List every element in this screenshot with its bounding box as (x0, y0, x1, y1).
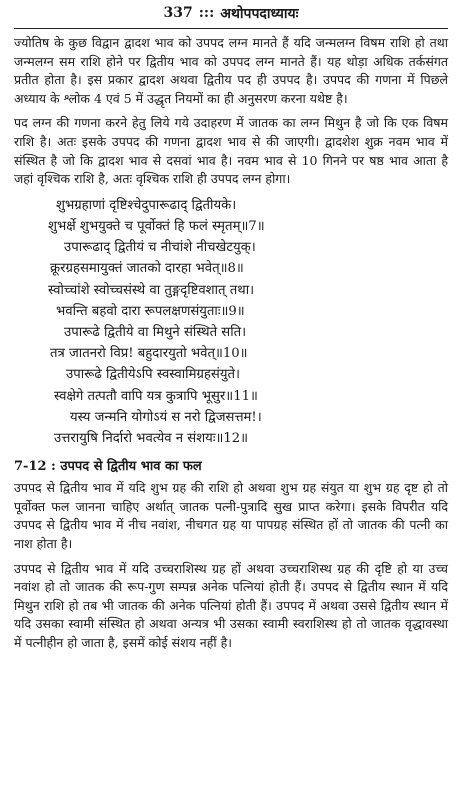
verse-line: शुभर्क्षे शुभयुक्ते च पूर्वोक्तं हि फलं स्मृतम्॥7॥ (48, 218, 265, 234)
chapter-title: अथोपपदाध्यायः (220, 5, 299, 22)
verse-line: शुभग्रहाणां दृष्टिश्चेदुपारूढाद् द्वितीयके। (56, 197, 237, 213)
header-separator: ::: (198, 5, 215, 21)
verse-line: तत्र जातनरो विप्र! बहुदारयुतो भवेत्॥10॥ (50, 346, 248, 362)
verse-line: उत्तरायुषि निर्दारो भवत्येव न संशयः॥12॥ (54, 430, 249, 446)
verse-line: यस्य जन्मनि योगोऽयं स नरो द्विजसत्तम!। (70, 409, 262, 425)
page-header (14, 2, 448, 24)
paragraph: ज्योतिष के कुछ विद्वान द्वादश भाव को उपपद लग्न मानते हैं यदि जन्मलग्न विषम राशि हो तथा जन्मलग्न सम राशि होने पर द्वितीय भाव को उपपद लग्न मानते हैं। यह थोड़ा अधिक तर्कसंगत प्रतीत होता है। इस प्रकार द्वादश अथवा द्वितीय पद ही उपपद है। उपपद की गणना में पिछले अध्याय के श्लोक 4 एवं 5 में उद्धृत नियमों का ही अनुसरण करना यथेष्ट है। (14, 35, 448, 106)
verse-line: उपारूढे द्वितीयेऽपि स्वस्वामिग्रहसंयुते। (66, 367, 240, 383)
section-heading: 7-12 : उपपद से द्वितीय भाव का फल (14, 459, 202, 475)
verse-line: भवन्ति बहवो दारा रूपलक्षणसंयुताः॥9॥ (56, 303, 245, 319)
verse-line: स्वक्षेगे तत्पतौ वापि यत्र कुत्रापि भूसुर॥11॥ (54, 388, 258, 404)
verse-block (14, 195, 448, 449)
paragraph: पद लग्न की गणना करने हेतु लिये गये उदाहरण में जातक का लग्न मिथुन है जो कि एक विषम राशि है। अतः इसके उपपद की गणना द्वादश भाव से की जाएगी। द्वादशेश शुक्र नवम भाव में संस्थित है जो कि द्वादश भाव से दसवां भाव है। नवम भाव से 10 गिनने पर षष्ठ भाव आता है जहां वृश्चिक राशि है, अतः वृश्चिक राशि ही उपपद लग्न होगा। (14, 115, 448, 187)
page-number: 337 (163, 5, 193, 21)
book-page (0, 2, 460, 789)
verse-line: उपारूढे द्वितीये वा मिथुने संस्थिते सति। (64, 324, 247, 340)
verse-line: स्वोच्चांशे स्वोच्चसंस्थे वा तुङ्गदृष्टिवशात् तथा। (48, 282, 255, 298)
paragraph: उपपद से द्वितीय भाव में यदि उच्चराशिस्थ ग्रह हों अथवा उच्चराशिस्थ ग्रह की दृष्टि हो या उच्च नवांश हो तो जातक की रूप-गुण सम्पन्न अनेक पत्नियां होती हैं। उपपद से द्वितीय स्थान में यदि मिथुन राशि हो तब भी जातक की अनेक पत्नियां होती हैं। उपपद में अथवा उससे द्वितीय स्थान में यदि उसका स्वामी संस्थित हो अथवा अन्यत्र भी उसका स्वामी स्वराशिस्थ हो तो जातक वृद्धावस्था में पत्नीहीन हो जाता है, इसमें कोई संशय नहीं है। (14, 560, 448, 650)
page-content (14, 34, 448, 659)
header-rule (14, 28, 448, 29)
paragraph: उपपद से द्वितीय भाव में यदि शुभ ग्रह की राशि हो अथवा शुभ ग्रह संयुत या शुभ ग्रह दृष्ट हो तो पूर्वोक्त फल जानना चाहिए अर्थात् जातक पत्नी-पुत्रादि सुख प्राप्त करेगा। इसके विपरीत यदि उपपद से द्वितीय भाव में नीच नवांश, नीचगत ग्रह या पापग्रह संस्थित हों तो जातक की पत्नी का नाश होता है। (14, 480, 448, 551)
verse-line: उपारूढाद् द्वितीयं च नीचांशे नीचखेटयुक्। (64, 240, 256, 256)
verse-line: क्रूरग्रहसमायुक्तं जातको दारहा भवेत्॥8॥ (50, 261, 244, 277)
